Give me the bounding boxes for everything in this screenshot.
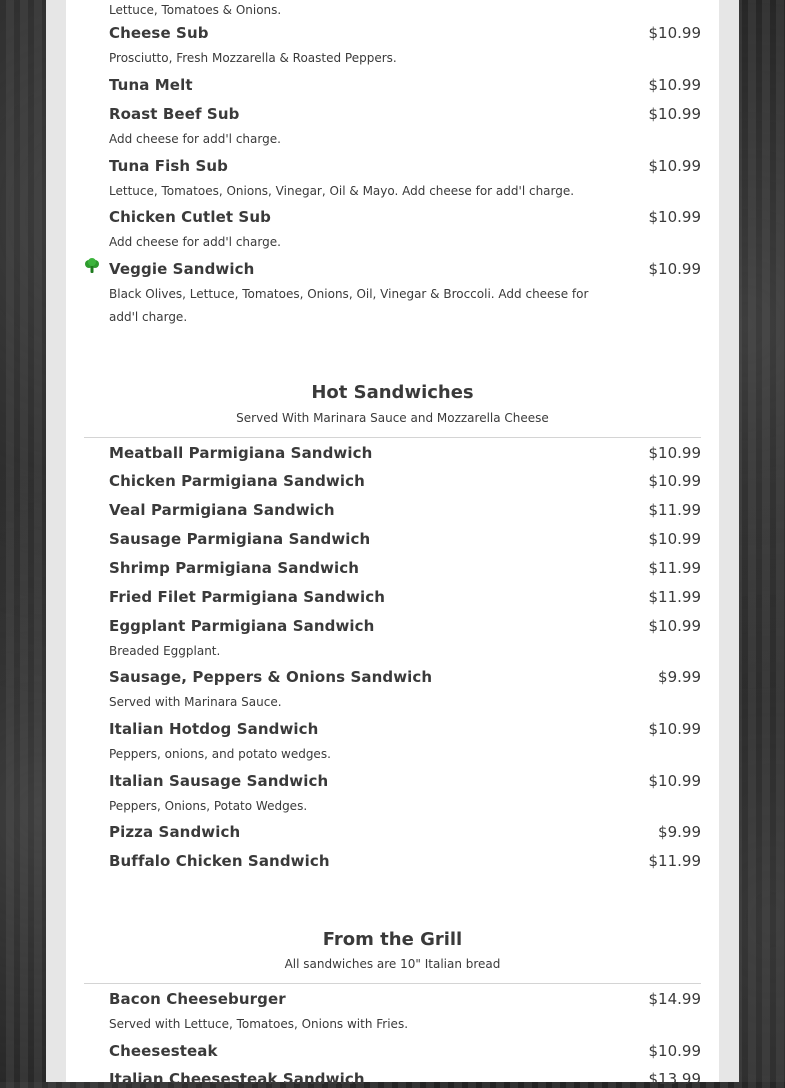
item-price: $10.99 bbox=[648, 530, 701, 548]
item-name: Bacon Cheeseburger bbox=[109, 990, 286, 1008]
item-name: Roast Beef Sub bbox=[109, 105, 240, 123]
item-description: Served with Marinara Sauce. bbox=[109, 695, 282, 709]
item-name: Pizza Sandwich bbox=[109, 823, 241, 841]
item-description: Breaded Eggplant. bbox=[109, 644, 221, 658]
item-name: Sausage, Peppers & Onions Sandwich bbox=[109, 668, 433, 686]
section-subtitle: All sandwiches are 10" Italian bread bbox=[284, 957, 501, 971]
item-name: Cheese Sub bbox=[109, 24, 209, 42]
item-name: Italian Hotdog Sandwich bbox=[109, 720, 319, 738]
item-description: Add cheese for add'l charge. bbox=[109, 235, 281, 249]
item-name: Veal Parmigiana Sandwich bbox=[109, 501, 335, 519]
item-price: $10.99 bbox=[648, 105, 701, 123]
item-price: $11.99 bbox=[648, 852, 701, 870]
item-name: Cheesesteak bbox=[109, 1042, 218, 1060]
item-price: $11.99 bbox=[648, 559, 701, 577]
item-price: $11.99 bbox=[648, 501, 701, 519]
item-price: $11.99 bbox=[648, 588, 701, 606]
item-name: Tuna Melt bbox=[109, 76, 193, 94]
item-price: $10.99 bbox=[648, 157, 701, 175]
item-description: Black Olives, Lettuce, Tomatoes, Onions, Oil, Vinegar & Broccoli. Add cheese for add'l charge. bbox=[109, 287, 589, 324]
item-name: Chicken Cutlet Sub bbox=[109, 208, 271, 226]
item-name: Buffalo Chicken Sandwich bbox=[109, 852, 330, 870]
item-price: $10.99 bbox=[648, 444, 701, 462]
item-name: Fried Filet Parmigiana Sandwich bbox=[109, 588, 385, 606]
section-divider bbox=[84, 983, 701, 984]
item-description: Prosciutto, Fresh Mozzarella & Roasted Peppers. bbox=[109, 51, 397, 65]
item-price: $13.99 bbox=[648, 1070, 701, 1088]
item-price: $14.99 bbox=[648, 990, 701, 1008]
section-divider bbox=[84, 437, 701, 438]
section-title-hot-sandwiches: Hot Sandwiches bbox=[311, 382, 474, 403]
item-description: Add cheese for add'l charge. bbox=[109, 132, 281, 146]
item-price: $10.99 bbox=[648, 76, 701, 94]
item-description: Lettuce, Tomatoes & Onions. bbox=[109, 3, 282, 17]
item-description: Served with Lettuce, Tomatoes, Onions with Fries. bbox=[109, 1017, 409, 1031]
item-price: $10.99 bbox=[648, 24, 701, 42]
broccoli-icon bbox=[84, 258, 100, 274]
item-price: $10.99 bbox=[648, 617, 701, 635]
item-name: Chicken Parmigiana Sandwich bbox=[109, 472, 365, 490]
item-name: Veggie Sandwich bbox=[109, 260, 255, 278]
item-name: Tuna Fish Sub bbox=[109, 157, 229, 175]
item-description: Peppers, onions, and potato wedges. bbox=[109, 747, 331, 761]
item-name: Eggplant Parmigiana Sandwich bbox=[109, 617, 375, 635]
item-description: Lettuce, Tomatoes, Onions, Vinegar, Oil & Mayo. Add cheese for add'l charge. bbox=[109, 184, 575, 198]
item-name: Italian Cheesesteak Sandwich bbox=[109, 1070, 365, 1088]
item-price: $9.99 bbox=[658, 823, 701, 841]
item-name: Shrimp Parmigiana Sandwich bbox=[109, 559, 360, 577]
item-name: Italian Sausage Sandwich bbox=[109, 772, 329, 790]
item-price: $10.99 bbox=[648, 720, 701, 738]
item-price: $10.99 bbox=[648, 208, 701, 226]
section-title-from-the-grill: From the Grill bbox=[322, 929, 463, 950]
item-description: Peppers, Onions, Potato Wedges. bbox=[109, 799, 308, 813]
item-price: $10.99 bbox=[648, 1042, 701, 1060]
section-subtitle: Served With Marinara Sauce and Mozzarella Cheese bbox=[236, 411, 549, 425]
item-name: Sausage Parmigiana Sandwich bbox=[109, 530, 371, 548]
item-price: $10.99 bbox=[648, 772, 701, 790]
item-price: $10.99 bbox=[648, 472, 701, 490]
item-name: Meatball Parmigiana Sandwich bbox=[109, 444, 373, 462]
item-price: $9.99 bbox=[658, 668, 701, 686]
item-price: $10.99 bbox=[648, 260, 701, 278]
